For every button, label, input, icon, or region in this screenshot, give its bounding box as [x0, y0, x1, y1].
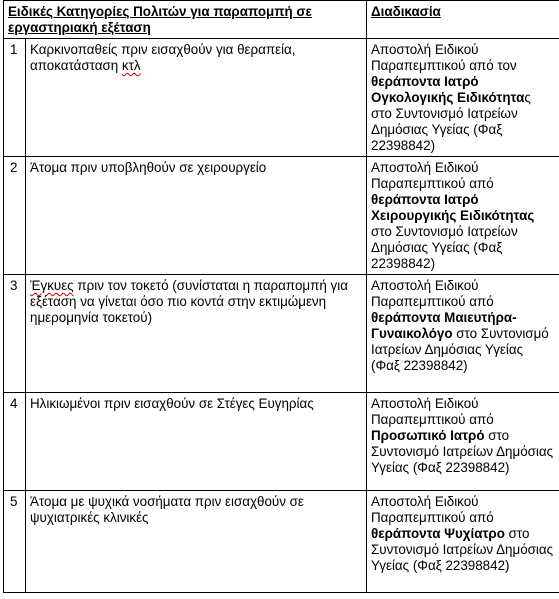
row-category — [26, 39, 367, 157]
category-text: Άτομα πριν υποβληθούν σε χειρουργείο — [30, 160, 267, 175]
procedure-text: Αποστολή Ειδικού Παραπεμπτικού από — [371, 160, 494, 191]
header-category-text: Ειδικές Κατηγορίες Πολιτών για παραπομπή σε εργαστηριακή εξέταση — [8, 4, 312, 35]
row-number: 5 — [4, 491, 26, 593]
category-text: Ηλικιωμένοι πριν εισαχθούν σε Στέγες Ευγηρίας — [30, 396, 314, 411]
procedure-physician: Προσωπικό Ιατρό — [371, 428, 485, 443]
category-text-misspelled: Έγκυες — [30, 278, 74, 293]
procedure-text-rest: στο Συντονισμό Ιατρείων Δημόσιας Υγείας (Φαξ 22398842) — [371, 428, 554, 475]
procedure-physician: θεράποντα Μαιευτήρα-Γυναικολόγο — [371, 310, 517, 341]
procedure-physician: θεράποντα Ιατρό Ογκολογικής Ειδικότητα — [371, 74, 525, 105]
row-number: 4 — [4, 393, 26, 491]
row-category — [26, 393, 367, 491]
table-header-row — [4, 1, 559, 39]
row-category — [26, 157, 367, 275]
table-row — [4, 275, 559, 393]
row-number: 2 — [4, 157, 26, 275]
procedure-physician: θεράποντα Ψυχίατρο — [371, 526, 505, 541]
referral-table — [3, 0, 559, 593]
category-text-misspelled: κτλ — [121, 58, 141, 73]
row-number: 1 — [4, 39, 26, 157]
category-text-rest: πριν τον τοκετό (συνίσταται η παραπομπή για εξέταση να γίνεται όσο πιο κοντά στην εκτιμώμενη ημερομηνία τοκετού) — [30, 278, 348, 325]
row-number: 3 — [4, 275, 26, 393]
table-row — [4, 393, 559, 491]
category-text: Καρκινοπαθείς πριν εισαχθούν για θεραπεία, αποκατάσταση — [30, 42, 296, 73]
table-row — [4, 491, 559, 593]
header-procedure — [367, 1, 559, 39]
row-procedure — [367, 491, 559, 593]
procedure-text: Αποστολή Ειδικού Παραπεμπτικού από τον — [371, 42, 517, 73]
table-row — [4, 39, 559, 157]
table-row — [4, 157, 559, 275]
header-procedure-text: Διαδικασία — [371, 4, 441, 19]
procedure-text-rest: στο Συντονισμό Ιατρείων Δημόσιας Υγείας (Φαξ 22398842) — [371, 224, 518, 271]
header-category — [4, 1, 367, 39]
procedure-text: Αποστολή Ειδικού Παραπεμπτικού από — [371, 396, 494, 427]
row-procedure — [367, 157, 559, 275]
category-text: Άτομα με ψυχικά νοσήματα πριν εισαχθούν σε ψυχιατρικές κλινικές — [30, 494, 304, 525]
procedure-text-rest: ς στο Συντονισμό Ιατρείων Δημόσιας Υγείας (Φαξ 22398842) — [371, 90, 531, 153]
row-category — [26, 275, 367, 393]
procedure-physician: θεράποντα Ιατρό Χειρουργικής Ειδικότητας — [371, 192, 535, 223]
row-category — [26, 491, 367, 593]
row-procedure — [367, 39, 559, 157]
procedure-text: Αποστολή Ειδικού Παραπεμπτικού από — [371, 278, 494, 309]
procedure-text-rest: στο Συντονισμό Ιατρείων Δημόσιας Υγείας (Φαξ 22398842) — [371, 326, 549, 373]
procedure-text-rest: στο Συντονισμό Ιατρείων Δημόσιας Υγείας (Φαξ 22398842) — [371, 526, 554, 573]
procedure-text: Αποστολή Ειδικού Παραπεμπτικού από — [371, 494, 494, 525]
row-procedure — [367, 275, 559, 393]
row-procedure — [367, 393, 559, 491]
